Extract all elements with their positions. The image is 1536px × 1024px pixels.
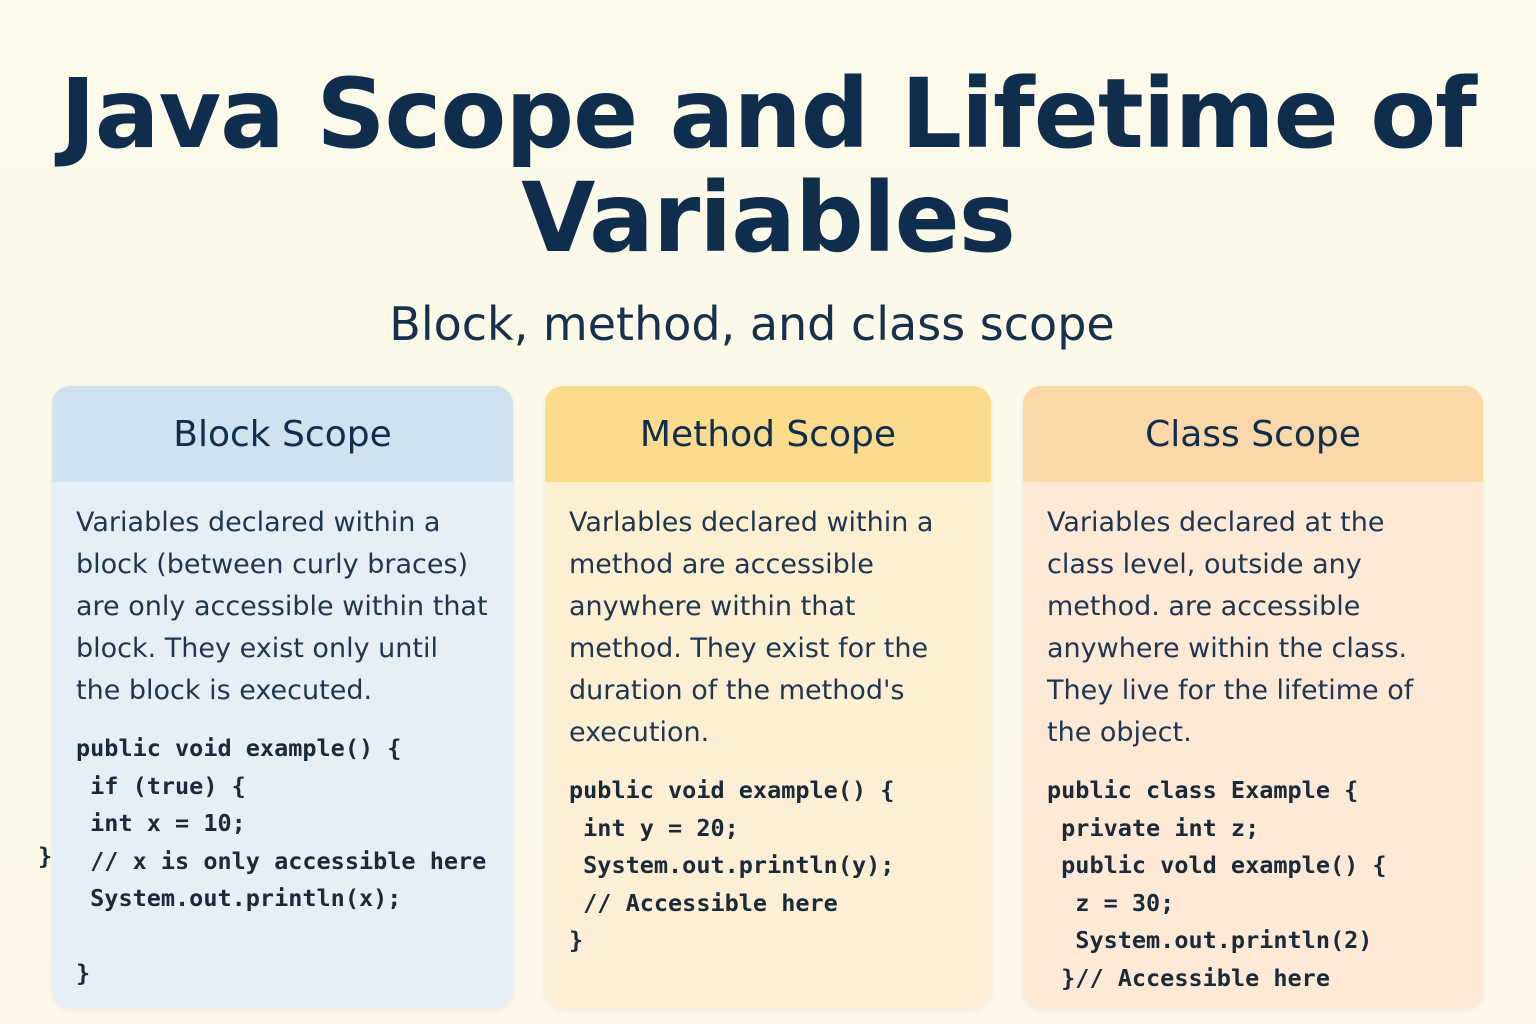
block-scope-heading: Block Scope — [52, 386, 513, 482]
class-scope-code: public class Example { private int z; public vold example() { z = 30; System.out.println(2) }// Accessible here — [1047, 776, 1387, 992]
method-scope-card — [545, 386, 991, 1008]
page-title — [0, 58, 1536, 274]
page-title-line-2: Variables — [521, 162, 1015, 274]
page-subtitle: Block, method, and class scope — [389, 297, 1115, 351]
method-scope-heading: Method Scope — [545, 386, 991, 482]
block-scope-card — [52, 386, 513, 1008]
class-scope-description: Variables declared at the class level, outside any method. are accessible anywhere within the class. They live for the lifetime of the object. — [1047, 507, 1414, 748]
block-scope-code: public void example() { if (true) { int x = 10; // x is only accessible here System.out.println(x); } — [76, 734, 487, 987]
block-scope-stray-brace: } — [38, 842, 53, 870]
class-scope-heading: Class Scope — [1023, 386, 1483, 482]
block-scope-description: Variables declared within a block (between curly braces) are only accessible within that block. They exist only until the block is executed. — [76, 507, 488, 706]
method-scope-code: public void example() { int y = 20; System.out.println(y); // Accessible here } — [569, 776, 895, 954]
method-scope-description: Varlables declared within a method are accessible anywhere within that method. They exist for the duration of the method's execution. — [569, 507, 934, 748]
page-title-line-1: Java Scope and Lifetime of — [60, 58, 1476, 170]
class-scope-card — [1023, 386, 1483, 1008]
